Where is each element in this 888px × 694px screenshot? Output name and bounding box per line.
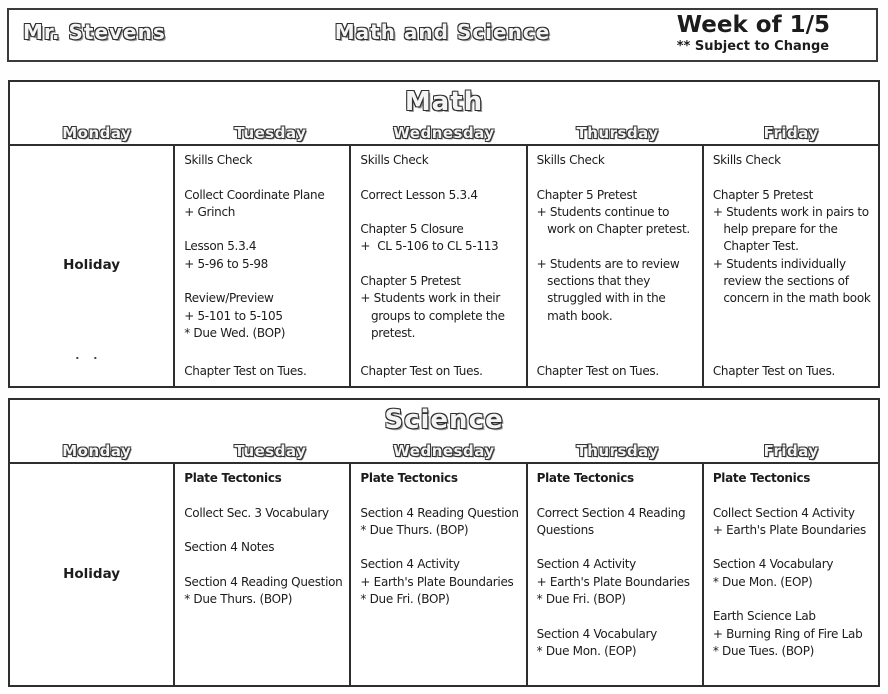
- plan-line: groups to complete the: [360, 308, 505, 323]
- day-header-wednesday: Wednesday: [393, 442, 495, 460]
- plan-line: [360, 256, 523, 273]
- plan-line: * Due Mon. (EOP): [536, 643, 637, 658]
- science-monday-cell: [10, 464, 175, 685]
- plan-line: * Due Mon. (EOP): [712, 574, 813, 589]
- plan-line: Skills Check: [184, 153, 253, 167]
- week-label: Week of 1/5: [676, 12, 830, 38]
- day-header-wednesday: Wednesday: [393, 124, 495, 142]
- science-friday-cell: [704, 464, 878, 685]
- day-header-monday: Monday: [62, 442, 132, 460]
- math-wednesday-cell: [351, 146, 527, 386]
- plan-line: [184, 273, 347, 290]
- plan-line: [360, 539, 523, 556]
- plan-line: Collect Section 4 Activity: [712, 505, 855, 520]
- table-body: [10, 462, 878, 685]
- plan-line: Chapter 5 Closure: [360, 222, 464, 237]
- plan-line: Correct Lesson 5.3.4: [360, 187, 478, 202]
- plan-line: Earth Science Lab: [712, 609, 816, 624]
- plan-line: review the sections of: [712, 274, 849, 289]
- plan-line: + Earth's Plate Boundaries: [536, 574, 690, 589]
- plan-line: Plate Tectonics: [360, 471, 458, 485]
- plan-line: * Due Thurs. (BOP): [360, 522, 469, 537]
- day-header-thursday: Thursday: [576, 442, 659, 460]
- table-title: Math: [404, 87, 484, 117]
- plan-line: Chapter 5 Pretest: [712, 187, 814, 202]
- day-header-friday: Friday: [763, 124, 819, 142]
- plan-line: [360, 204, 523, 221]
- table-body: [10, 144, 878, 386]
- day-header-monday: Monday: [62, 124, 132, 142]
- day-header-thursday: Thursday: [576, 124, 659, 142]
- plan-line: + Students are to review: [536, 256, 680, 271]
- math-table: [8, 80, 880, 388]
- plan-line: Section 4 Notes: [184, 540, 275, 555]
- plan-line: [713, 487, 876, 504]
- plan-line: Section 4 Reading Question: [184, 574, 343, 589]
- plan-line: Lesson 5.3.4: [184, 239, 257, 254]
- plan-line: + Earth's Plate Boundaries: [712, 522, 866, 537]
- plan-line: Skills Check: [360, 153, 429, 167]
- plan-line: [184, 221, 347, 238]
- plan-line: + Students individually: [712, 256, 846, 271]
- science-tuesday-cell: [175, 464, 351, 685]
- plan-line: Skills Check: [712, 153, 781, 167]
- plan-line: help prepare for the: [712, 222, 838, 237]
- day-header-friday: Friday: [763, 442, 819, 460]
- plan-line: * Due Tues. (BOP): [712, 643, 815, 658]
- holiday-label: Holiday: [63, 257, 121, 274]
- plan-line: concern in the math book: [712, 291, 871, 306]
- document-title: Math and Science: [334, 20, 551, 44]
- plan-line: Section 4 Activity: [360, 557, 460, 572]
- plan-line: * Due Wed. (BOP): [184, 325, 286, 340]
- plan-line: Section 4 Vocabulary: [712, 557, 834, 572]
- plan-line: Chapter 5 Pretest: [536, 187, 637, 202]
- holiday-label: Holiday: [63, 565, 121, 582]
- plan-line: + Students work in their: [360, 291, 500, 306]
- plan-line: * Due Fri. (BOP): [360, 592, 450, 607]
- plan-line: [184, 487, 347, 504]
- plan-line: Section 4 Activity: [536, 557, 636, 572]
- plan-line: pretest.: [360, 325, 416, 340]
- plan-line: Correct Section 4 Reading: [536, 505, 686, 520]
- plan-line: [184, 556, 347, 573]
- plan-line: [713, 539, 876, 556]
- plan-line: Chapter Test on Tues.: [536, 363, 659, 378]
- plan-line: [537, 169, 700, 186]
- plan-line: [713, 591, 876, 608]
- plan-line: Chapter Test on Tues.: [712, 363, 836, 378]
- plan-line: Collect Coordinate Plane: [184, 187, 325, 202]
- teacher-name: Mr. Stevens: [23, 20, 166, 44]
- subject-to-change-note: ** Subject to Change: [676, 39, 830, 54]
- plan-line: * Due Thurs. (BOP): [184, 592, 293, 607]
- header-box: [7, 8, 878, 62]
- science-wednesday-cell: [351, 464, 527, 685]
- day-header-tuesday: Tuesday: [234, 442, 307, 460]
- plan-line: struggled with in the: [536, 291, 666, 306]
- plan-line: + Students continue to: [536, 204, 670, 219]
- plan-line: Chapter Test on Tues.: [184, 363, 307, 378]
- day-header-tuesday: Tuesday: [234, 124, 307, 142]
- plan-line: [713, 169, 876, 186]
- math-tuesday-cell: [175, 146, 351, 386]
- plan-line: Section 4 Vocabulary: [536, 626, 657, 641]
- plan-line: Chapter Test on Tues.: [360, 363, 483, 378]
- plan-line: * Due Fri. (BOP): [536, 592, 626, 607]
- plan-line: work on Chapter pretest.: [536, 222, 690, 237]
- science-thursday-cell: [528, 464, 704, 685]
- day-header-row: [10, 436, 878, 462]
- plan-line: Chapter 5 Pretest: [360, 274, 461, 289]
- plan-line: Chapter Test.: [712, 239, 799, 254]
- science-table: [8, 398, 880, 687]
- plan-line: + Earth's Plate Boundaries: [360, 574, 514, 589]
- plan-line: [184, 522, 347, 539]
- math-thursday-cell: [528, 146, 704, 386]
- plan-line: Review/Preview: [184, 291, 274, 306]
- stray-pen-dots: . .: [75, 348, 103, 362]
- plan-line: [537, 608, 700, 625]
- plan-line: [537, 487, 700, 504]
- plan-line: + Grinch: [184, 204, 236, 219]
- plan-line: Plate Tectonics: [536, 471, 634, 485]
- plan-line: + 5-96 to 5-98: [184, 256, 269, 271]
- day-header-row: [10, 118, 878, 144]
- plan-line: + CL 5-106 to CL 5-113: [360, 239, 499, 254]
- table-title: Science: [384, 405, 504, 435]
- plan-line: Plate Tectonics: [184, 471, 282, 485]
- plan-line: [537, 539, 700, 556]
- plan-line: [360, 487, 523, 504]
- math-monday-cell: [10, 146, 175, 386]
- plan-line: Collect Sec. 3 Vocabulary: [184, 505, 329, 520]
- plan-line: + 5-101 to 5-105: [184, 308, 283, 323]
- plan-line: Questions: [536, 522, 594, 537]
- plan-line: + Students work in pairs to: [712, 204, 869, 219]
- week-block: [677, 12, 830, 54]
- plan-line: sections that they: [536, 274, 651, 289]
- plan-line: math book.: [536, 308, 613, 323]
- plan-line: + Burning Ring of Fire Lab: [712, 626, 863, 641]
- plan-line: [184, 169, 347, 186]
- math-friday-cell: [704, 146, 878, 386]
- plan-line: [360, 169, 523, 186]
- plan-line: [537, 238, 700, 255]
- plan-line: Plate Tectonics: [712, 471, 811, 485]
- plan-line: Skills Check: [536, 153, 605, 167]
- plan-line: Section 4 Reading Question: [360, 505, 519, 520]
